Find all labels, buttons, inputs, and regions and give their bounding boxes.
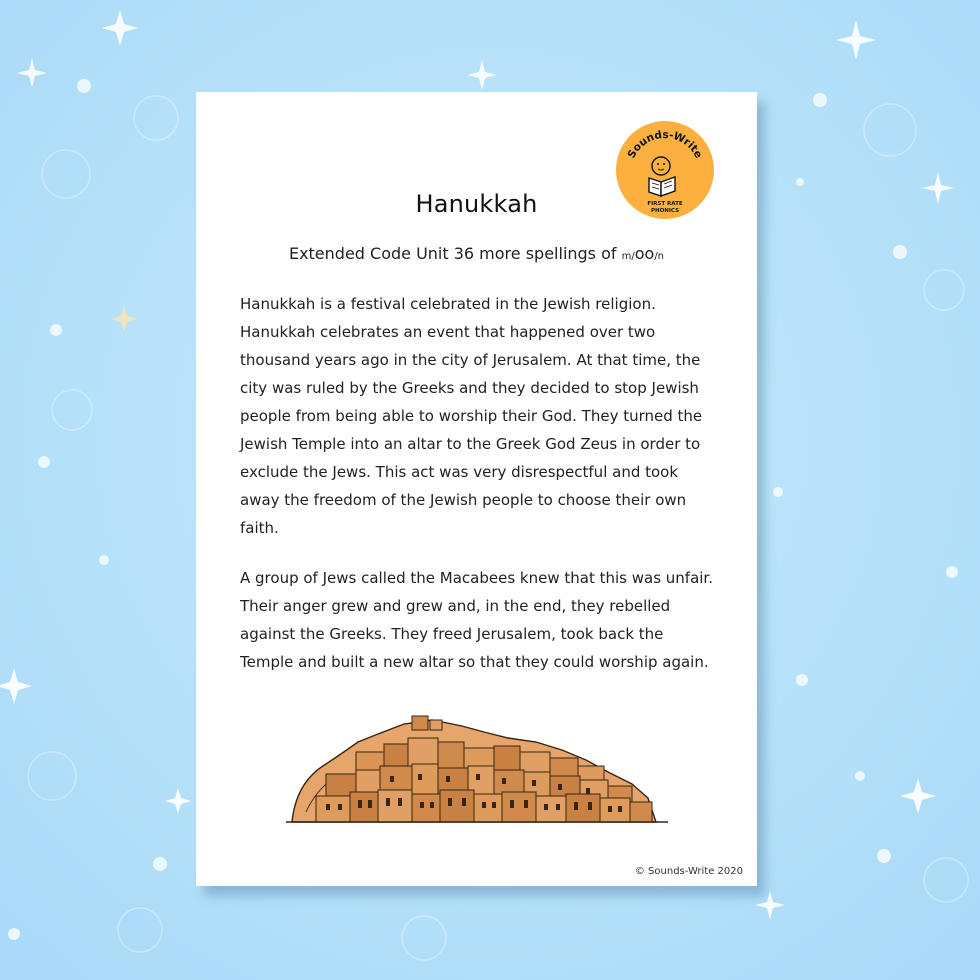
sparkle-icon xyxy=(467,60,497,90)
logo-tagline-1: FIRST RATE xyxy=(647,201,683,207)
sparkle-icon xyxy=(102,10,138,46)
page-title: Hanukkah xyxy=(415,190,538,218)
sparkle-icon xyxy=(111,306,137,332)
subtitle-sound-open: m/ xyxy=(621,251,635,262)
sparkle-icon xyxy=(922,172,954,204)
sparkle-icon xyxy=(17,58,47,88)
page-subtitle xyxy=(196,244,757,263)
worksheet-page xyxy=(196,92,757,886)
logo-brand: Sounds-Write xyxy=(625,128,705,161)
paragraph-2: A group of Jews called the Macabees knew that this was unfair. Their anger grew and grew and, in the end, they rebelled against the Greeks. They freed Jerusalem, took back the Temple and built a new altar so that they could worship again. xyxy=(240,569,713,671)
subtitle-sound: oo xyxy=(634,244,655,263)
paragraph-1: Hanukkah is a festival celebrated in the Jewish religion. Hanukkah celebrates an event that happened over two thousand years ago in the city of Jerusalem. At that time, the city was ruled by the Greeks and they decided to stop Jewish people from being able to worship their God. They turned the Jewish Temple into an altar to the Greek God Zeus in order to exclude the Jews. This act was very disrespectful and took away the freedom of the Jewish people to choose their own faith. xyxy=(240,295,703,537)
subtitle-text: Extended Code Unit 36 more spellings of xyxy=(288,244,622,263)
copyright-text: © Sounds-Write 2020 xyxy=(634,866,743,877)
logo-tagline-2: PHONICS xyxy=(650,208,680,214)
sparkle-icon xyxy=(0,668,32,704)
subtitle-sound-close: /n xyxy=(654,251,665,262)
sparkle-icon xyxy=(755,890,785,920)
sparkle-icon xyxy=(165,788,191,814)
jerusalem-city-illustration-icon xyxy=(286,712,668,828)
sparkle-icon xyxy=(836,20,876,60)
sparkle-icon xyxy=(900,778,936,814)
